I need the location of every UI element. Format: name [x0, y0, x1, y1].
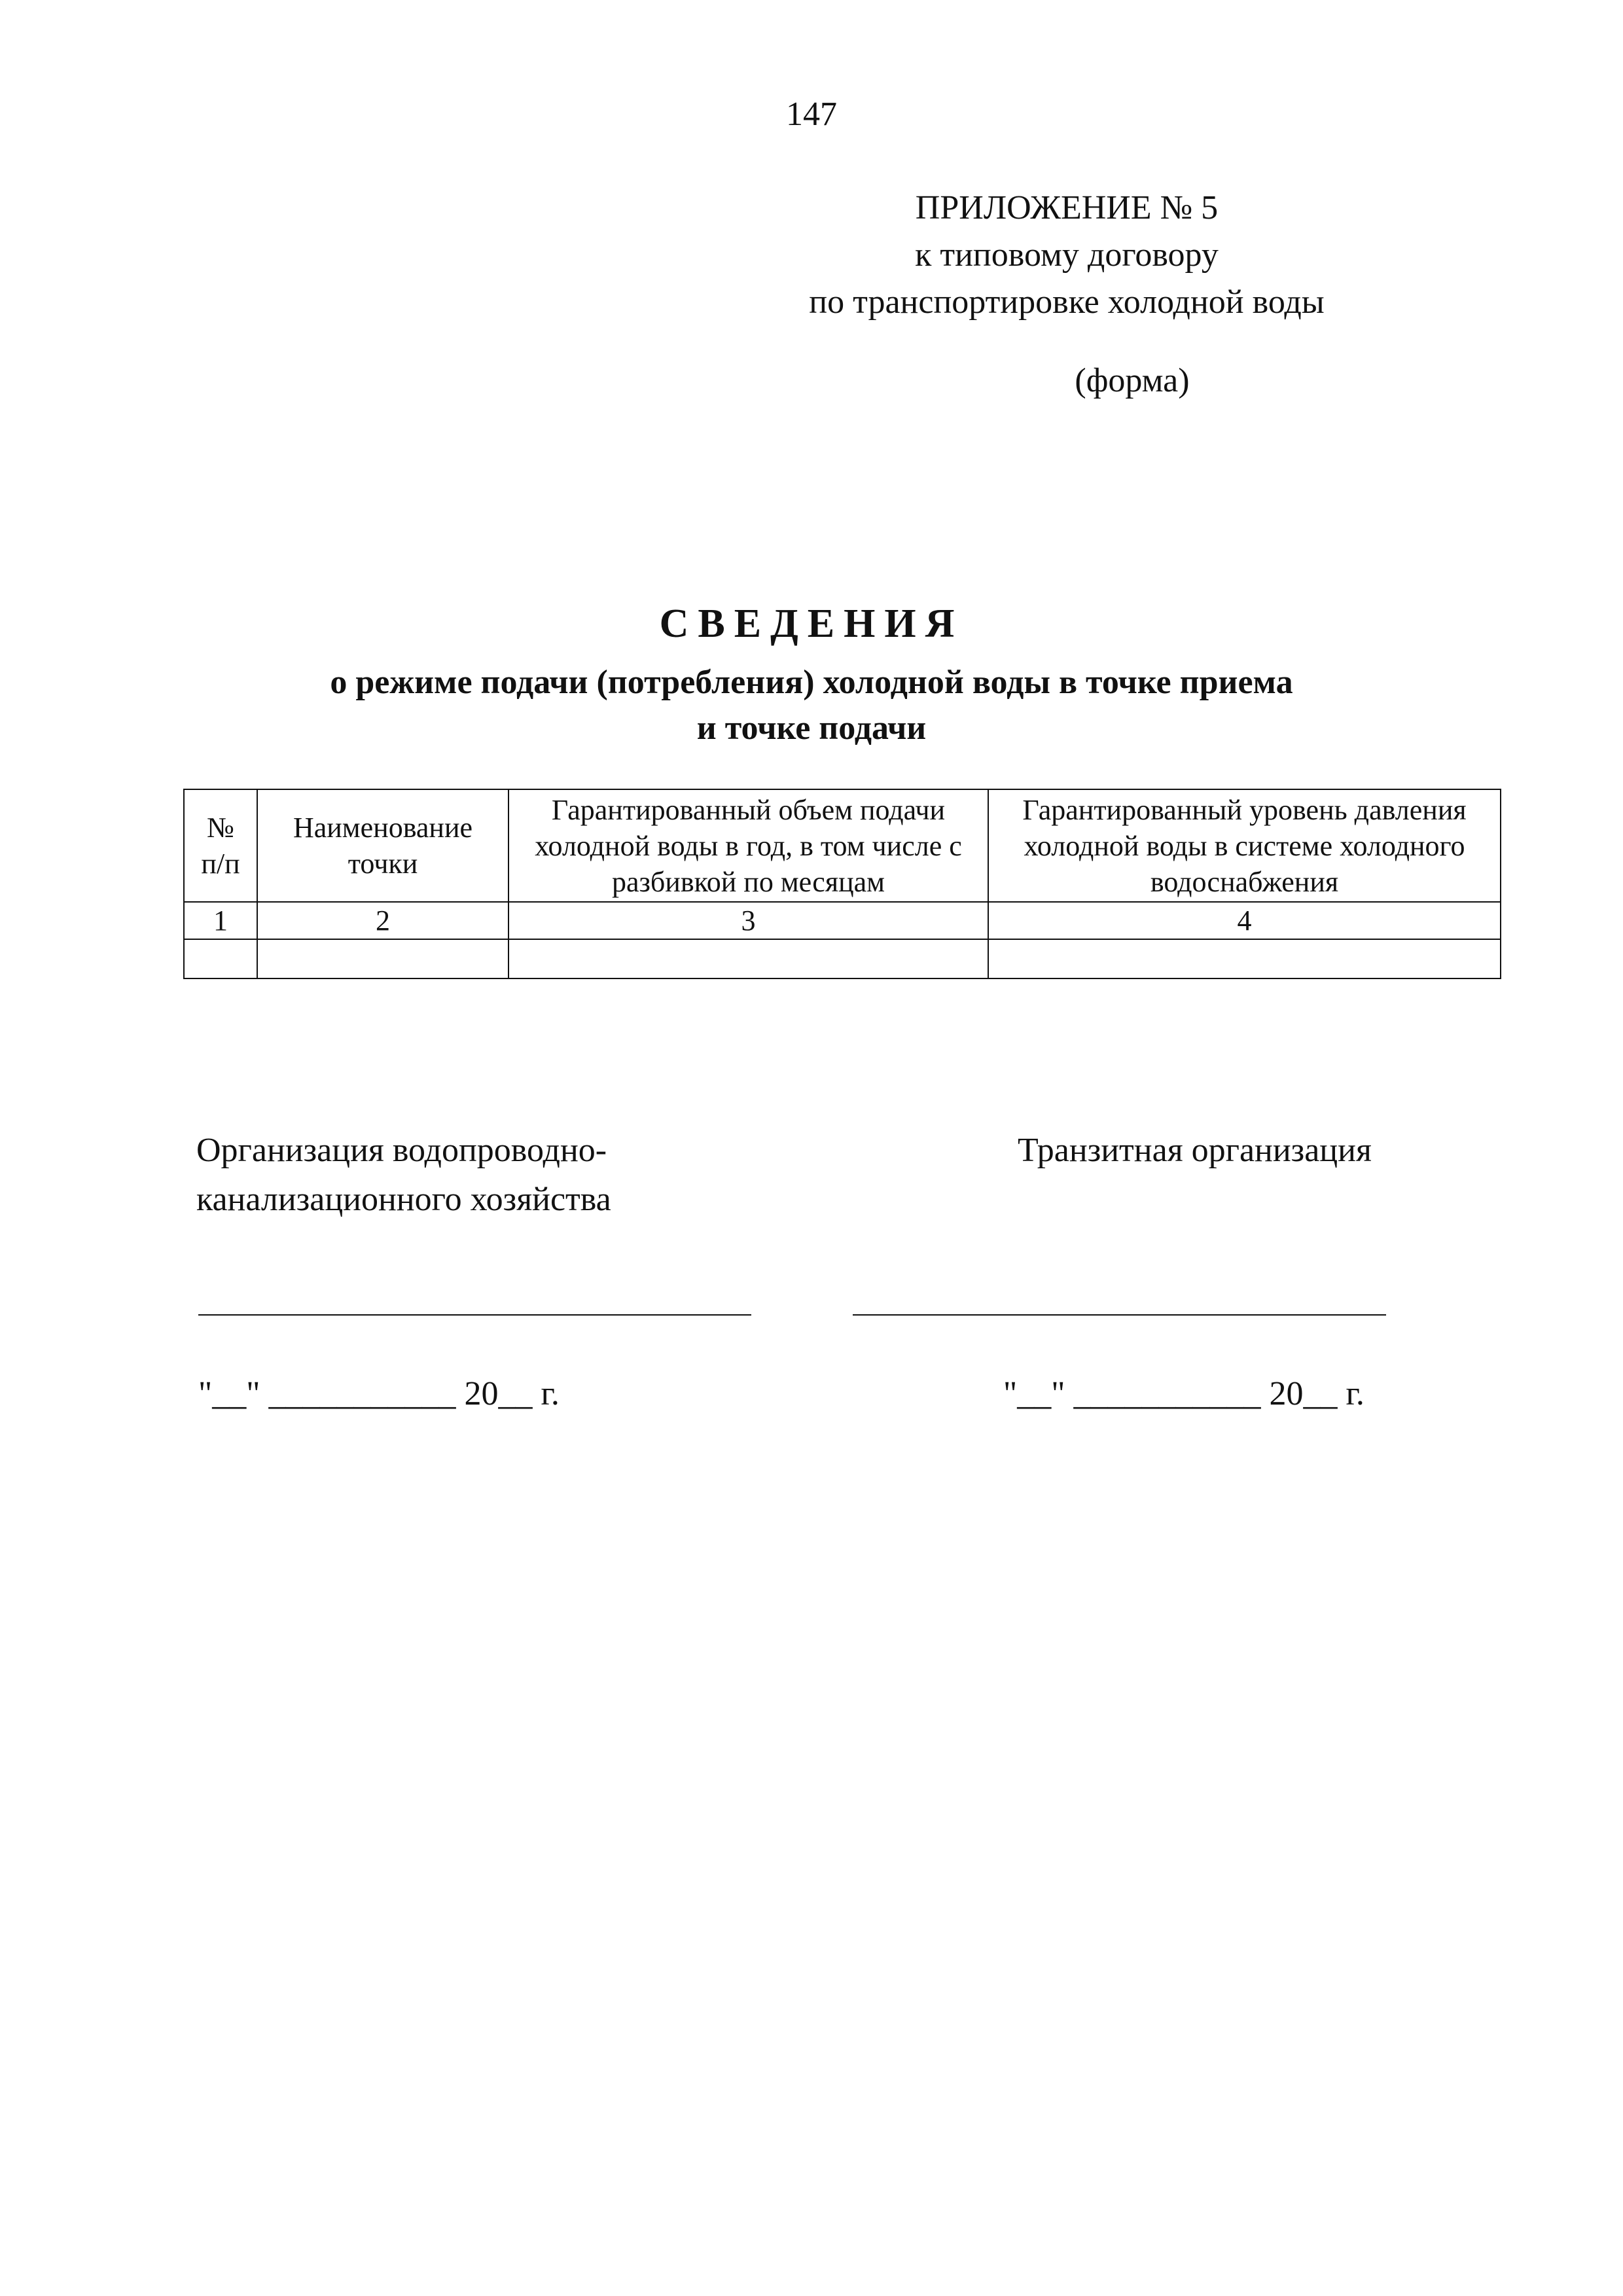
subtitle-line-2: и точке подачи	[696, 709, 927, 747]
column-number-4: 4	[988, 902, 1501, 939]
document-subtitle	[0, 660, 1623, 751]
left-organization	[196, 1126, 611, 1224]
column-number-1: 1	[184, 902, 257, 939]
column-number-3: 3	[508, 902, 988, 939]
empty-cell[interactable]	[508, 939, 988, 978]
form-note: (форма)	[1075, 362, 1190, 399]
header-volume: Гарантированный объем подачи холодной воды в год, в том числе с разбивкой по месяцам	[508, 789, 988, 902]
document-title: СВЕДЕНИЯ	[659, 601, 964, 646]
header-point-name: Наименование точки	[257, 789, 508, 902]
empty-cell[interactable]	[184, 939, 257, 978]
empty-cell[interactable]	[988, 939, 1501, 978]
appendix-line-2: по транспортировке холодной воды	[809, 283, 1325, 321]
header-pressure: Гарантированный уровень давления холодной воды в системе холодного водоснабжения	[988, 789, 1501, 902]
appendix-header	[720, 185, 1414, 326]
column-number-2: 2	[257, 902, 508, 939]
appendix-title: ПРИЛОЖЕНИЕ № 5	[915, 189, 1219, 226]
empty-cell[interactable]	[257, 939, 508, 978]
appendix-line-1: к типовому договору	[915, 236, 1219, 274]
right-organization: Транзитная организация	[1018, 1132, 1372, 1169]
table-empty-row	[184, 939, 1501, 978]
left-date-field[interactable]: "__" ___________ 20__ г.	[198, 1375, 560, 1412]
left-signature-line[interactable]	[198, 1314, 751, 1316]
subtitle-line-1: о режиме подачи (потребления) холодной воды в точке приема	[330, 664, 1293, 701]
table-header-row	[184, 789, 1501, 902]
right-date-field[interactable]: "__" ___________ 20__ г.	[1003, 1375, 1364, 1412]
data-table	[183, 789, 1501, 979]
table-column-numbers-row	[184, 902, 1501, 939]
left-organization-line-2: канализационного хозяйства	[196, 1181, 611, 1218]
page-number: 147	[786, 96, 837, 133]
header-number: № п/п	[184, 789, 257, 902]
left-organization-line-1: Организация водопроводно-	[196, 1132, 607, 1169]
right-signature-line[interactable]	[853, 1314, 1386, 1316]
